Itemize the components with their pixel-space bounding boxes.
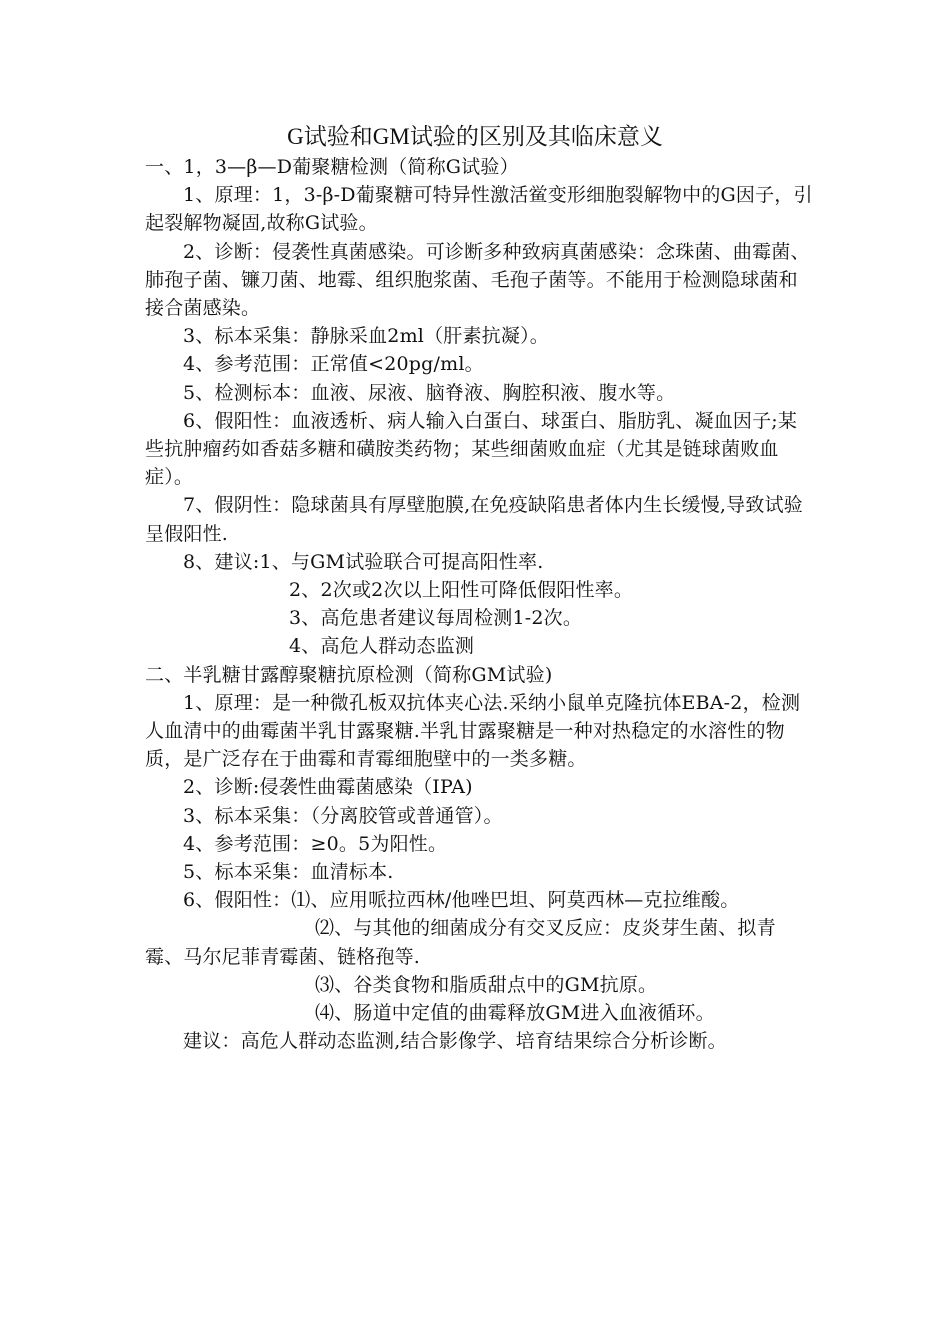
section-2-false-positive-4: ⑷、肠道中定值的曲霉释放GM进入血液循环。 <box>315 1002 715 1025</box>
section-1-item-1: 1、原理：1，3-β-D葡聚糖可特异性激活鲎变形细胞裂解物中的G因子，引起裂解物凝固,故称G试验。 <box>145 184 813 235</box>
section-1-suggestion-3: 3、高危患者建议每周检测1-2次。 <box>289 607 583 630</box>
section-2-item-6: 6、假阳性：⑴、应用哌拉西林/他唑巴坦、阿莫西林—克拉维酸。 <box>183 889 740 912</box>
document-body <box>145 153 813 1056</box>
section-1-heading: 一、1，3—β—D葡聚糖检测（简称G试验） <box>145 156 519 178</box>
section-1-item-5: 5、检测标本：血液、尿液、脑脊液、胸腔积液、腹水等。 <box>183 381 676 404</box>
section-2-suggestion: 建议：高危人群动态监测,结合影像学、培育结果综合分析诊断。 <box>183 1030 727 1053</box>
section-2-false-positive-3: ⑶、谷类食物和脂质甜点中的GM抗原。 <box>315 973 658 996</box>
section-1-item-2: 2、诊断：侵袭性真菌感染。可诊断多种致病真菌感染：念珠菌、曲霉菌、肺孢子菌、镰刀菌、地霉、组织胞浆菌、毛孢子菌等。不能用于检测隐球菌和接合菌感染。 <box>145 240 810 320</box>
section-2-item-1: 1、原理：是一种微孔板双抗体夹心法.采纳小鼠单克隆抗体EBA-2，检测人血清中的曲霉菌半乳甘露聚糖.半乳甘露聚糖是一种对热稳定的水溶性的物质，是广泛存在于曲霉和青霉细胞壁中的一类多糖。 <box>145 691 801 771</box>
section-2-item-5: 5、标本采集：血清标本. <box>183 861 394 884</box>
section-1-item-3: 3、标本采集：静脉采血2ml（肝素抗凝）。 <box>183 325 549 348</box>
section-1-suggestion-4: 4、高危人群动态监测 <box>289 635 475 658</box>
section-1-suggestion-2: 2、2次或2次以上阳性可降低假阳性率。 <box>289 579 634 602</box>
section-2-false-positive-2: ⑵、与其他的细菌成分有交叉反应：皮炎芽生菌、拟青霉、马尔尼菲青霉菌、链格孢等. <box>145 917 776 968</box>
section-1-item-4: 4、参考范围：正常值<20pg/ml。 <box>183 353 484 376</box>
section-2-item-3: 3、标本采集：（分离胶管或普通管）。 <box>183 804 503 827</box>
section-2-item-2: 2、诊断:侵袭性曲霉菌感染（IPA) <box>183 776 473 799</box>
section-2-heading: 二、半乳糖甘露醇聚糖抗原检测（简称GM试验) <box>145 663 553 686</box>
section-2-item-4: 4、参考范围：≥0。5为阳性。 <box>183 832 448 855</box>
section-1-item-7: 7、假阴性：隐球菌具有厚壁胞膜,在免疫缺陷患者体内生长缓慢,导致试验呈假阳性. <box>145 494 803 545</box>
section-1-item-6: 6、假阳性：血液透析、病人输入白蛋白、球蛋白、脂肪乳、凝血因子;某些抗肿瘤药如香菇多糖和磺胺类药物；某些细菌败血症（尤其是链球菌败血症）。 <box>145 409 798 489</box>
document-title: G试验和GM试验的区别及其临床意义 <box>287 124 663 149</box>
section-1-item-8: 8、建议:1、与GM试验联合可提高阳性率. <box>183 550 544 573</box>
